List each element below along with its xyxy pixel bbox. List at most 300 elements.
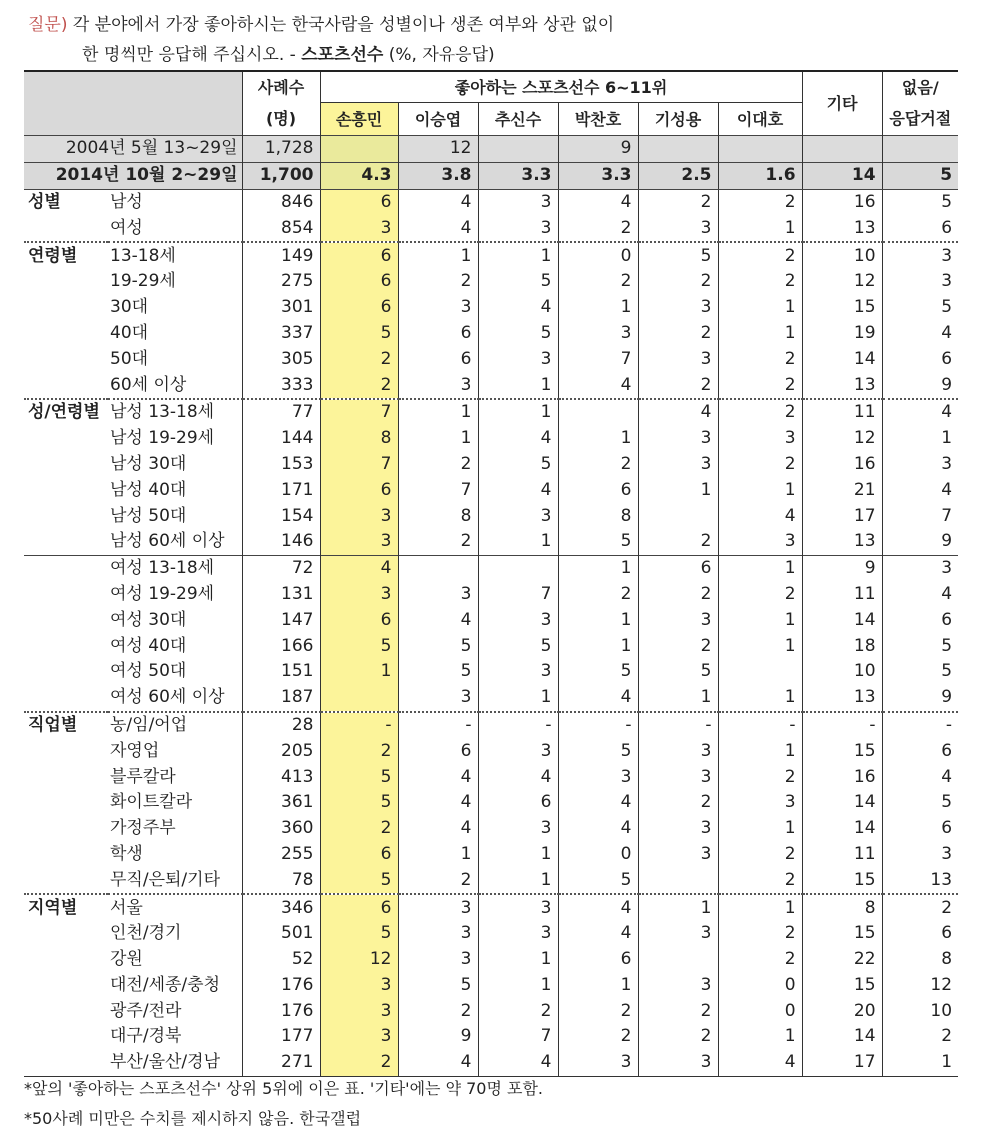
cell-value: 6 — [398, 346, 478, 372]
row-label: 화이트칼라 — [110, 792, 193, 813]
table-row — [24, 529, 958, 555]
cell-sample: 176 — [242, 973, 320, 999]
row-label: 대전/세종/충청 — [110, 974, 220, 995]
cell-value: 6 — [882, 816, 958, 842]
row-label: 부산/울산/경남 — [108, 1050, 242, 1076]
cell-sample: 1,700 — [242, 162, 320, 189]
cell-value: 5 — [320, 921, 398, 947]
cell-value: 2 — [882, 1024, 958, 1050]
cell-value: 6 — [320, 894, 398, 921]
table-row — [24, 867, 958, 894]
cell-sample: 153 — [242, 452, 320, 478]
row-label: 2014년 10월 2~29일 — [24, 162, 242, 189]
cell-value: 4 — [882, 764, 958, 790]
cell-value: 2 — [638, 633, 718, 659]
header-none-1: 없음/ — [882, 71, 958, 103]
cell-value: 5 — [882, 790, 958, 816]
header-sample-unit: (명) — [242, 103, 320, 136]
row-label: 남성 60세 이상 — [110, 531, 225, 552]
cell-value: - — [558, 712, 638, 739]
cell-value: 1 — [478, 242, 558, 269]
cell-value: 9 — [882, 685, 958, 712]
cell-value: 4 — [478, 426, 558, 452]
cell-value: 3 — [718, 790, 802, 816]
cell-value: 1 — [718, 555, 802, 581]
cell-value: 12 — [320, 947, 398, 973]
cell-value: 6 — [320, 269, 398, 295]
cell-value: 2 — [398, 867, 478, 894]
cell-value: 2 — [320, 738, 398, 764]
cell-value: 2 — [398, 529, 478, 555]
cell-value: 1 — [718, 738, 802, 764]
cell-value: 3 — [558, 764, 638, 790]
cell-value: 1 — [718, 215, 802, 242]
row-label: 대구/경북 — [110, 1026, 182, 1047]
cell-value: 5 — [638, 242, 718, 269]
cell-sample: 154 — [242, 503, 320, 529]
table-row — [24, 894, 958, 921]
cell-value: 3 — [638, 764, 718, 790]
cell-value: 3 — [398, 894, 478, 921]
cell-value: 21 — [802, 477, 882, 503]
table-row — [24, 136, 958, 163]
cell-value: 16 — [802, 189, 882, 215]
cell-value: - — [718, 712, 802, 739]
table-row — [24, 269, 958, 295]
cell-value: 2 — [558, 452, 638, 478]
cell-sample: 337 — [242, 321, 320, 347]
row-group — [24, 295, 108, 321]
cell-value: 4 — [478, 764, 558, 790]
cell-value: 4 — [398, 764, 478, 790]
cell-value: 4 — [558, 921, 638, 947]
header-other: 기타 — [802, 71, 882, 136]
cell-value: 9 — [882, 372, 958, 399]
question-line2-post: (%, 자유응답) — [383, 45, 495, 65]
row-group — [24, 372, 108, 399]
cell-value: 4 — [882, 321, 958, 347]
cell-value: 5 — [558, 529, 638, 555]
cell-value: 5 — [320, 321, 398, 347]
cell-value — [882, 136, 958, 163]
cell-value: 4 — [478, 295, 558, 321]
cell-value: 3 — [320, 215, 398, 242]
header-player-6: 이대호 — [718, 103, 802, 136]
cell-value — [638, 136, 718, 163]
row-label: 50대 — [110, 348, 149, 369]
table-row — [24, 1050, 958, 1076]
cell-value: 2 — [638, 790, 718, 816]
row-label: 서울 — [108, 894, 242, 921]
cell-value: 1 — [718, 816, 802, 842]
cell-sample: 177 — [242, 1024, 320, 1050]
cell-value: 4 — [558, 816, 638, 842]
cell-value: 3 — [558, 1050, 638, 1076]
cell-value: 4 — [398, 1050, 478, 1076]
table-row — [24, 764, 958, 790]
row-group — [24, 738, 108, 764]
cell-value: 1 — [558, 633, 638, 659]
cell-sample: 72 — [242, 555, 320, 581]
cell-value: 0 — [558, 242, 638, 269]
row-group — [24, 555, 108, 581]
cell-value: 1 — [478, 973, 558, 999]
cell-value — [718, 136, 802, 163]
row-label: 블루칼라 — [110, 766, 176, 787]
cell-sample: 131 — [242, 582, 320, 608]
cell-value: 5 — [882, 295, 958, 321]
cell-value: 2 — [638, 998, 718, 1024]
cell-value: 2 — [718, 372, 802, 399]
cell-value: 2 — [638, 529, 718, 555]
row-group: 연령별 — [24, 242, 108, 269]
cell-sample: 151 — [242, 659, 320, 685]
cell-value: 2 — [718, 189, 802, 215]
cell-value: 1 — [398, 399, 478, 426]
row-label: 여성 40대 — [110, 635, 187, 656]
cell-value — [638, 867, 718, 894]
cell-value: 2 — [718, 346, 802, 372]
row-label: 남성 — [110, 191, 143, 212]
cell-value: 2 — [638, 189, 718, 215]
cell-value: 1.6 — [718, 162, 802, 189]
header-player-5: 기성용 — [638, 103, 718, 136]
cell-sample: 275 — [242, 269, 320, 295]
cell-value: 4 — [718, 1050, 802, 1076]
cell-value: 1 — [558, 426, 638, 452]
cell-value: 5 — [558, 867, 638, 894]
cell-value: 3 — [398, 372, 478, 399]
row-group — [24, 582, 108, 608]
cell-value: 6 — [398, 321, 478, 347]
cell-sample: 171 — [242, 477, 320, 503]
cell-value: 14 — [802, 790, 882, 816]
cell-value: 5 — [882, 162, 958, 189]
cell-value: 3 — [638, 426, 718, 452]
cell-value: 9 — [802, 555, 882, 581]
cell-value: 2.5 — [638, 162, 718, 189]
table-row — [24, 215, 958, 242]
row-group — [24, 633, 108, 659]
table-row — [24, 790, 958, 816]
cell-value: 2 — [320, 372, 398, 399]
table-body — [24, 136, 958, 1077]
cell-value: 4 — [478, 1050, 558, 1076]
cell-value: 13 — [802, 372, 882, 399]
cell-value: 1 — [718, 685, 802, 712]
cell-value: 8 — [398, 503, 478, 529]
cell-value: 2 — [558, 1024, 638, 1050]
cell-value: 6 — [882, 215, 958, 242]
cell-value: 20 — [802, 998, 882, 1024]
cell-value: 3 — [398, 685, 478, 712]
cell-sample: 346 — [242, 894, 320, 921]
cell-value: 3 — [882, 242, 958, 269]
cell-value: 4 — [478, 477, 558, 503]
cell-value: 3 — [320, 503, 398, 529]
row-group — [24, 659, 108, 685]
row-label: 여성 — [110, 217, 143, 238]
cell-value: 4 — [558, 894, 638, 921]
cell-value: 15 — [802, 973, 882, 999]
cell-value: 2 — [718, 947, 802, 973]
cell-value: 2 — [882, 894, 958, 921]
cell-value: 1 — [558, 555, 638, 581]
cell-value: 2 — [638, 321, 718, 347]
cell-value: 12 — [802, 426, 882, 452]
cell-value: 1 — [478, 867, 558, 894]
cell-value: 3 — [638, 921, 718, 947]
cell-value: 3 — [478, 894, 558, 921]
table-row — [24, 503, 958, 529]
cell-value: 5 — [320, 867, 398, 894]
cell-sample: 28 — [242, 712, 320, 739]
question-line2 — [28, 40, 614, 70]
cell-value — [478, 555, 558, 581]
row-label: 광주/전라 — [110, 1000, 182, 1021]
cell-value: 22 — [802, 947, 882, 973]
cell-value: 1 — [718, 477, 802, 503]
cell-value — [638, 947, 718, 973]
cell-value: 13 — [802, 215, 882, 242]
cell-value: 4 — [558, 790, 638, 816]
cell-value: 1 — [478, 529, 558, 555]
cell-value: 1 — [718, 633, 802, 659]
cell-value: 3.8 — [398, 162, 478, 189]
cell-value: 16 — [802, 764, 882, 790]
cell-value: 8 — [802, 894, 882, 921]
cell-value: 0 — [718, 973, 802, 999]
cell-value — [558, 399, 638, 426]
table-row — [24, 162, 958, 189]
cell-sample: 301 — [242, 295, 320, 321]
cell-value: 13 — [802, 685, 882, 712]
row-group — [24, 790, 108, 816]
cell-value: 1 — [718, 295, 802, 321]
cell-value: 9 — [882, 529, 958, 555]
cell-sample: 147 — [242, 607, 320, 633]
row-label: 여성 60세 이상 — [110, 687, 225, 708]
header-player-4: 박찬호 — [558, 103, 638, 136]
cell-value: 2 — [638, 1024, 718, 1050]
cell-value: 14 — [802, 607, 882, 633]
cell-value: 4 — [558, 372, 638, 399]
table-row — [24, 321, 958, 347]
table-row — [24, 399, 958, 426]
cell-sample: 144 — [242, 426, 320, 452]
cell-value: 5 — [882, 189, 958, 215]
cell-value: 8 — [558, 503, 638, 529]
row-label: 30대 — [110, 297, 149, 318]
cell-value: 6 — [478, 790, 558, 816]
table-row — [24, 842, 958, 868]
cell-value: 1 — [638, 894, 718, 921]
cell-value: 2 — [718, 842, 802, 868]
cell-value: 2 — [320, 346, 398, 372]
cell-value: 1 — [638, 685, 718, 712]
table-row — [24, 295, 958, 321]
cell-value: 2 — [398, 269, 478, 295]
cell-value: 1 — [478, 842, 558, 868]
cell-value: 1 — [558, 295, 638, 321]
cell-value: 5 — [478, 633, 558, 659]
cell-sample: 501 — [242, 921, 320, 947]
cell-sample: 271 — [242, 1050, 320, 1076]
cell-value: 1 — [478, 685, 558, 712]
cell-sample: 360 — [242, 816, 320, 842]
cell-value: 8 — [320, 426, 398, 452]
cell-value: 10 — [802, 659, 882, 685]
cell-value: 3 — [882, 452, 958, 478]
cell-value: 1 — [718, 894, 802, 921]
row-label: 강원 — [110, 949, 143, 970]
cell-value: 15 — [802, 867, 882, 894]
cell-value: 6 — [320, 295, 398, 321]
cell-sample: 846 — [242, 189, 320, 215]
cell-value: 2 — [558, 998, 638, 1024]
cell-value: 3 — [320, 529, 398, 555]
cell-value: 5 — [478, 269, 558, 295]
row-group — [24, 607, 108, 633]
cell-value: - — [320, 712, 398, 739]
cell-value: 4 — [398, 790, 478, 816]
cell-value: 7 — [882, 503, 958, 529]
table-row — [24, 947, 958, 973]
table-row — [24, 346, 958, 372]
cell-sample: 149 — [242, 242, 320, 269]
cell-value: 4 — [558, 685, 638, 712]
cell-value: 5 — [558, 738, 638, 764]
cell-value: 2 — [320, 816, 398, 842]
cell-value: 5 — [558, 659, 638, 685]
row-group — [24, 867, 108, 894]
cell-value: 6 — [882, 921, 958, 947]
table-row — [24, 372, 958, 399]
cell-value: 3 — [320, 1024, 398, 1050]
cell-value: 0 — [558, 842, 638, 868]
row-group — [24, 503, 108, 529]
cell-value: 3.3 — [478, 162, 558, 189]
cell-value: 9 — [558, 136, 638, 163]
cell-value: 3 — [478, 921, 558, 947]
row-group — [24, 321, 108, 347]
header-player-3: 추신수 — [478, 103, 558, 136]
table-row — [24, 998, 958, 1024]
cell-sample: 52 — [242, 947, 320, 973]
question-line2-bold: 스포츠선수 — [301, 45, 384, 65]
cell-value: 3 — [398, 947, 478, 973]
cell-value: 1 — [558, 973, 638, 999]
cell-value: 1 — [718, 607, 802, 633]
cell-value: 1 — [558, 607, 638, 633]
table-row — [24, 659, 958, 685]
cell-value: 4.3 — [320, 162, 398, 189]
row-label: 인천/경기 — [110, 923, 182, 944]
cell-value: 6 — [320, 189, 398, 215]
cell-value: 4 — [398, 816, 478, 842]
cell-value: 5 — [478, 452, 558, 478]
cell-value: 6 — [320, 842, 398, 868]
cell-value: 3 — [718, 426, 802, 452]
cell-value: 4 — [320, 555, 398, 581]
cell-value: 11 — [802, 399, 882, 426]
row-label: 여성 13-18세 — [108, 555, 242, 581]
cell-value: 2 — [718, 867, 802, 894]
row-label: 60세 이상 — [110, 374, 187, 395]
cell-value: 7 — [558, 346, 638, 372]
cell-sample: 1,728 — [242, 136, 320, 163]
cell-value: 14 — [802, 1024, 882, 1050]
cell-value: 3 — [638, 215, 718, 242]
cell-value: 4 — [882, 399, 958, 426]
cell-sample: 361 — [242, 790, 320, 816]
row-group — [24, 921, 108, 947]
cell-value — [638, 503, 718, 529]
cell-value: 3 — [638, 452, 718, 478]
question-line1: 각 분야에서 가장 좋아하시는 한국사람을 성별이나 생존 여부와 상관 없이 — [67, 15, 615, 35]
row-group: 성별 — [28, 191, 61, 212]
row-group — [24, 215, 108, 242]
cell-value: 19 — [802, 321, 882, 347]
table-row — [24, 738, 958, 764]
header-blank — [24, 71, 242, 136]
cell-value: 5 — [638, 659, 718, 685]
cell-value: 2 — [638, 372, 718, 399]
cell-value: 3 — [320, 582, 398, 608]
row-label: 남성 40대 — [110, 479, 187, 500]
cell-value: 3 — [478, 503, 558, 529]
table-row — [24, 607, 958, 633]
row-group — [24, 1024, 108, 1050]
cell-value: 10 — [882, 998, 958, 1024]
cell-value: 1 — [718, 1024, 802, 1050]
cell-value: 1 — [478, 947, 558, 973]
table-row — [24, 242, 958, 269]
cell-value: 3 — [478, 738, 558, 764]
row-group: 직업별 — [24, 712, 108, 739]
footnote-1: *앞의 '좋아하는 스포츠선수' 상위 5위에 이은 표. '기타'에는 약 70명 포함. — [24, 1079, 544, 1098]
cell-value: 4 — [558, 189, 638, 215]
cell-value: 3 — [638, 607, 718, 633]
cell-value: 3 — [478, 346, 558, 372]
row-group — [24, 973, 108, 999]
cell-value: - — [802, 712, 882, 739]
cell-value: 6 — [638, 555, 718, 581]
cell-value: 3 — [398, 921, 478, 947]
row-label: 학생 — [110, 843, 143, 864]
cell-value: 2 — [638, 582, 718, 608]
cell-value: 6 — [882, 738, 958, 764]
cell-value: 2 — [398, 452, 478, 478]
footnote-2: *50사례 미만은 수치를 제시하지 않음. 한국갤럽 — [24, 1109, 362, 1128]
cell-value: 1 — [320, 659, 398, 685]
cell-value: 5 — [398, 973, 478, 999]
cell-value: 2 — [558, 215, 638, 242]
cell-value: 15 — [802, 921, 882, 947]
cell-value: 7 — [398, 477, 478, 503]
cell-value: 1 — [478, 399, 558, 426]
cell-value: 10 — [802, 242, 882, 269]
cell-value: 1 — [398, 242, 478, 269]
cell-value: 3 — [882, 555, 958, 581]
cell-value: 0 — [718, 998, 802, 1024]
cell-value: 12 — [398, 136, 478, 163]
row-label: 자영업 — [110, 740, 160, 761]
cell-value: 5 — [882, 659, 958, 685]
cell-value: 3 — [320, 973, 398, 999]
cell-value: 6 — [320, 242, 398, 269]
cell-value: 13 — [882, 867, 958, 894]
